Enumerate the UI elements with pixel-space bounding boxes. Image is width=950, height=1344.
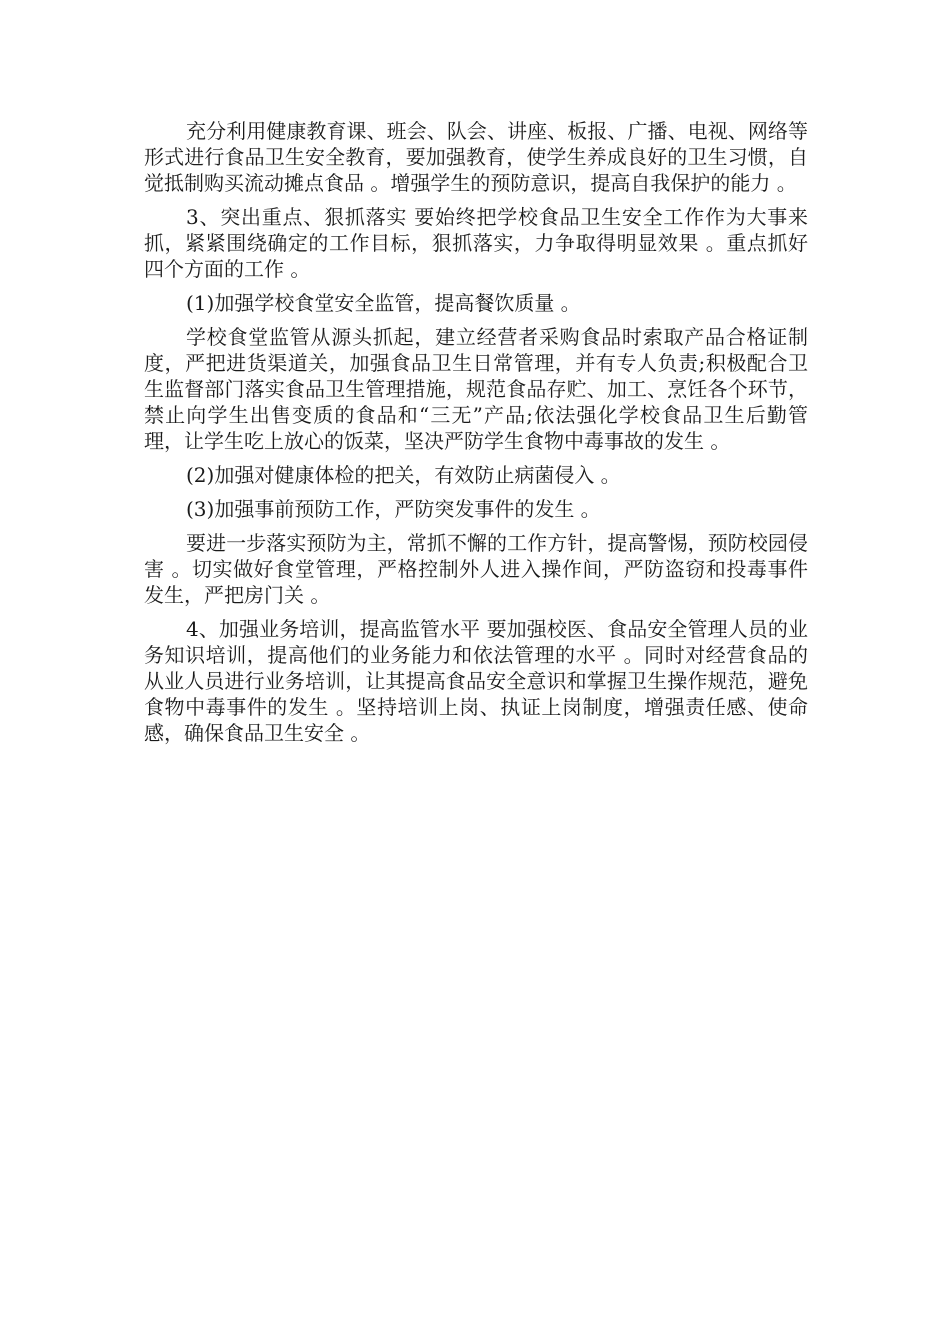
paragraph-canteen-supervision: 学校食堂监管从源头抓起，建立经营者采购食品时索取产品合格证制度，严把进货渠道关，加强食品卫生日常管理，并有专人负责;积极配合卫生监督部门落实食品卫生管理措施，规范食品存贮、加工、烹饪各个环节，禁止向学生出售变质的食品和“三无”产品;依法强化学校食品卫生后勤管理，让学生吃上放心的饭菜，坚决严防学生食物中毒事故的发生 。 <box>144 325 808 453</box>
paragraph-section-3: 3、突出重点、狠抓落实 要始终把学校食品卫生安全工作作为大事来抓，紧紧围绕确定的工作目标，狠抓落实，力争取得明显效果 。重点抓好四个方面的工作 。 <box>144 205 808 281</box>
paragraph-health-education: 充分利用健康教育课、班会、队会、讲座、板报、广播、电视、网络等形式进行食品卫生安全教育，要加强教育，使学生养成良好的卫生习惯，自觉抵制购买流动摊点食品 。增强学生的预防意识，提高自我保护的能力 。 <box>144 119 808 195</box>
paragraph-item-2: (2)加强对健康体检的把关，有效防止病菌侵入 。 <box>186 463 621 487</box>
document-body <box>144 118 808 754</box>
paragraph-item-3: (3)加强事前预防工作，严防突发事件的发生 。 <box>186 497 601 521</box>
paragraph-item-1: (1)加强学校食堂安全监管，提高餐饮质量 。 <box>186 291 581 315</box>
paragraph-section-4: 4、加强业务培训，提高监管水平 要加强校医、食品安全管理人员的业务知识培训，提高他们的业务能力和依法管理的水平 。同时对经营食品的从业人员进行业务培训，让其提高食品安全意识和掌握卫生操作规范，避免食物中毒事件的发生 。坚持培训上岗、执证上岗制度，增强责任感、使命感，确保食品卫生安全 。 <box>144 617 808 745</box>
paragraph-prevention: 要进一步落实预防为主，常抓不懈的工作方针，提高警惕，预防校园侵害 。切实做好食堂管理，严格控制外人进入操作间，严防盗窃和投毒事件发生，严把房门关 。 <box>144 531 808 607</box>
